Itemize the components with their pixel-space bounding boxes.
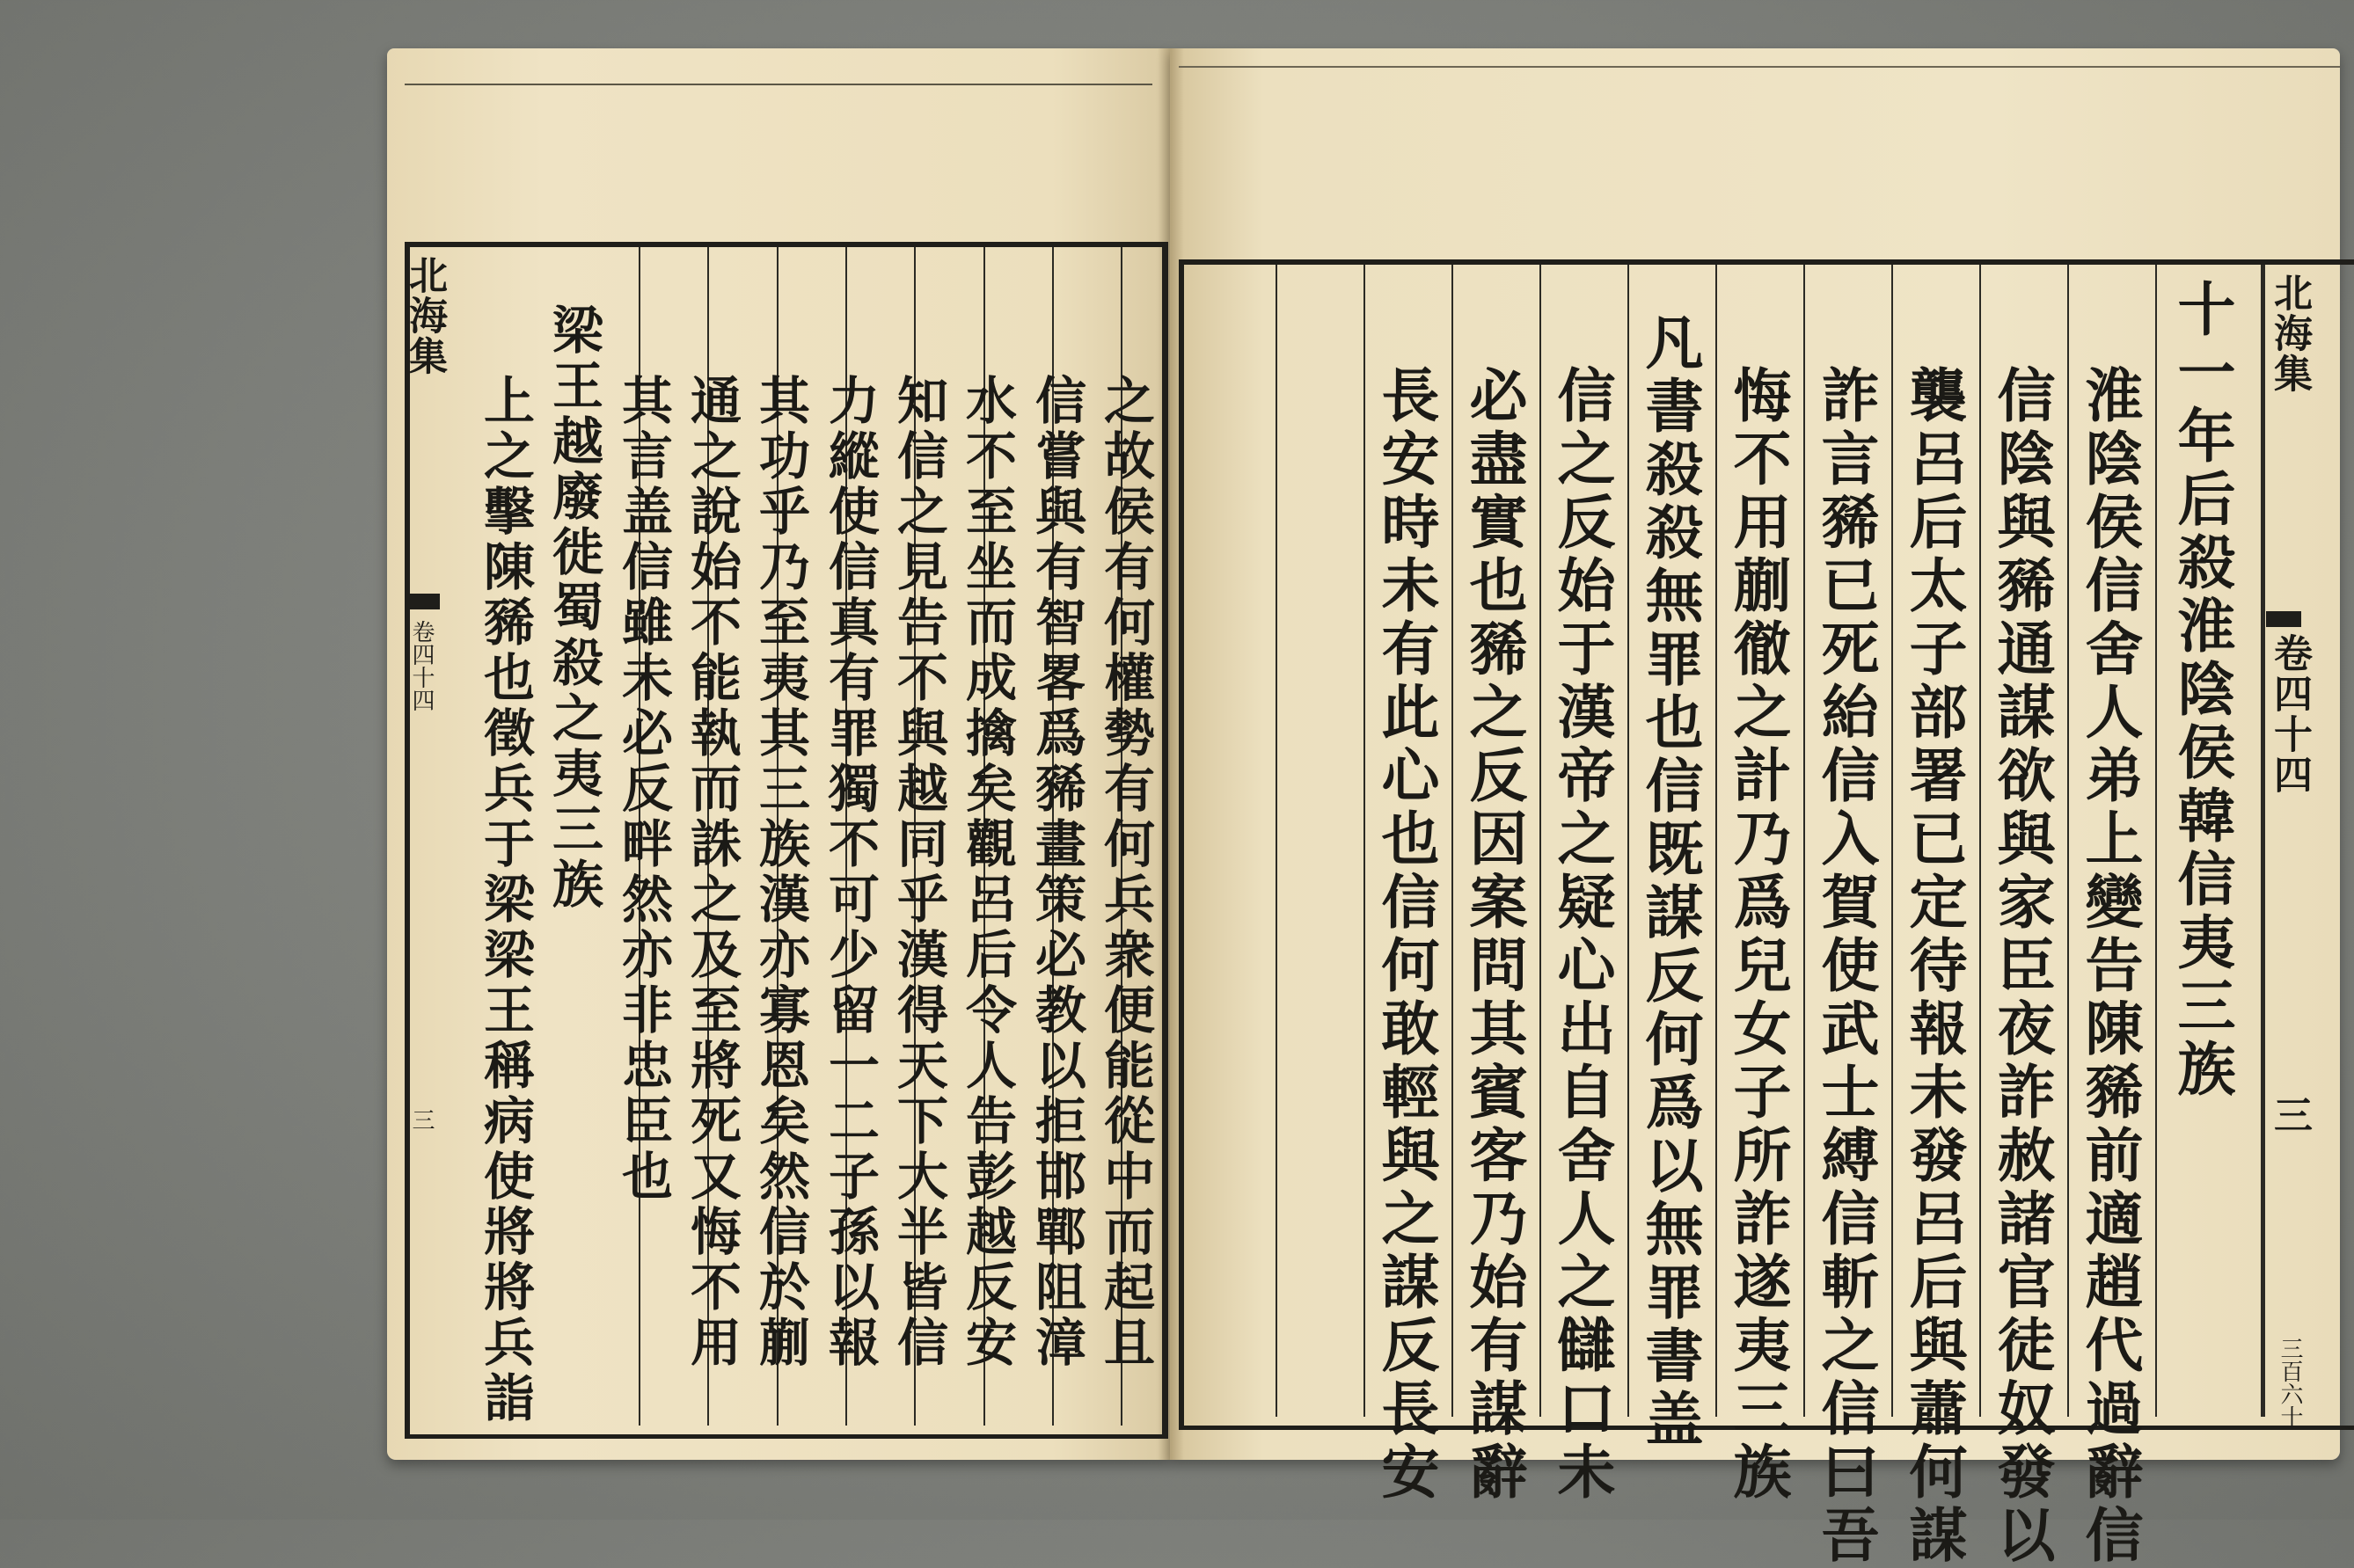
left-line-2: 信嘗與有智畧爲豨畫策必教以拒邯鄲阻漳 [1027,374,1086,1371]
left-line-1: 之故侯有何權勢有何兵衆便能從中而起且 [1095,374,1155,1371]
right-rule-6 [1715,265,1717,1417]
right-line-5: 悔不用蒯徹之計乃爲兒女子所詐遂夷三族 [1723,365,1792,1505]
right-volume: 卷四十四 [2267,633,2312,795]
right-rule-4 [1539,265,1541,1417]
right-line-2: 信陰與豨通謀欲與家臣夜詐赦諸官徒奴發以 [1987,365,2056,1568]
right-line-7: 信之反始于漢帝之疑心出自舍人之讎口未 [1547,365,1616,1505]
right-banxin-rule [2261,265,2265,1417]
right-top-line [1179,66,2340,68]
right-line-6: 凡書殺殺無罪也信既謀反何爲以無罪書盖 [1635,312,1704,1452]
left-line-4: 知信之見告不與越同乎漢得天下大半皆信 [888,374,948,1371]
left-margin-title: 北海集 [402,255,447,376]
left-line-6: 其功乎乃至夷其三族漢亦寡恩矣然信於蒯 [750,374,810,1371]
right-rule-11 [2155,265,2157,1417]
open-book [387,48,2312,1568]
right-line-8: 必盡實也豨之反因案問其賓客乃始有謀辭 [1459,365,1528,1505]
right-heading: 十一年后殺淮陰侯韓信夷三族 [2168,279,2236,1102]
right-line-9: 長安時未有此心也信何敢輕與之謀反長安 [1371,365,1440,1505]
left-line-3: 水不至坐而成擒矣觀呂后令人告彭越反安 [957,374,1017,1371]
right-folio-count: 三百六十 [2277,1337,2303,1428]
right-rule-2 [1363,265,1365,1417]
left-line-5: 力縱使信真有罪獨不可少留一二子孫以報 [820,374,880,1371]
right-rule-1 [1276,265,1277,1417]
left-volume: 卷四十四 [408,620,435,711]
left-line-7: 通之說始不能執而誅之及至將死又悔不用 [682,374,742,1371]
left-folio: 三 [408,1108,435,1131]
left-line-9: 梁王越廢徙蜀殺之夷三族 [544,303,603,913]
left-line-8: 其言盖信雖未必反畔然亦非忠臣也 [613,374,673,1205]
right-line-4: 詐言豨已死紿信入賀使武士縛信斬之信曰吾 [1811,365,1880,1568]
right-rule-8 [1891,265,1893,1417]
right-line-1: 淮陰侯信舍人弟上變告陳豨前適趙代過辭信 [2075,365,2144,1568]
right-rule-5 [1627,265,1629,1417]
left-top-line [405,84,1152,85]
right-margin-title: 北海集 [2267,273,2312,394]
right-rule-3 [1451,265,1453,1417]
left-fish-tail [406,594,440,609]
left-line-10: 上之擊陳豨也徵兵于梁梁王稱病使將將兵詣 [475,374,535,1426]
right-folio: 三 [2267,1095,2312,1135]
right-fish-tail [2266,611,2301,627]
right-rule-10 [2067,265,2069,1417]
right-rule-9 [1979,265,1981,1417]
right-rule-7 [1803,265,1805,1417]
right-line-3: 襲呂后太子部署已定待報未發呂后與蕭何謀 [1899,365,1968,1568]
